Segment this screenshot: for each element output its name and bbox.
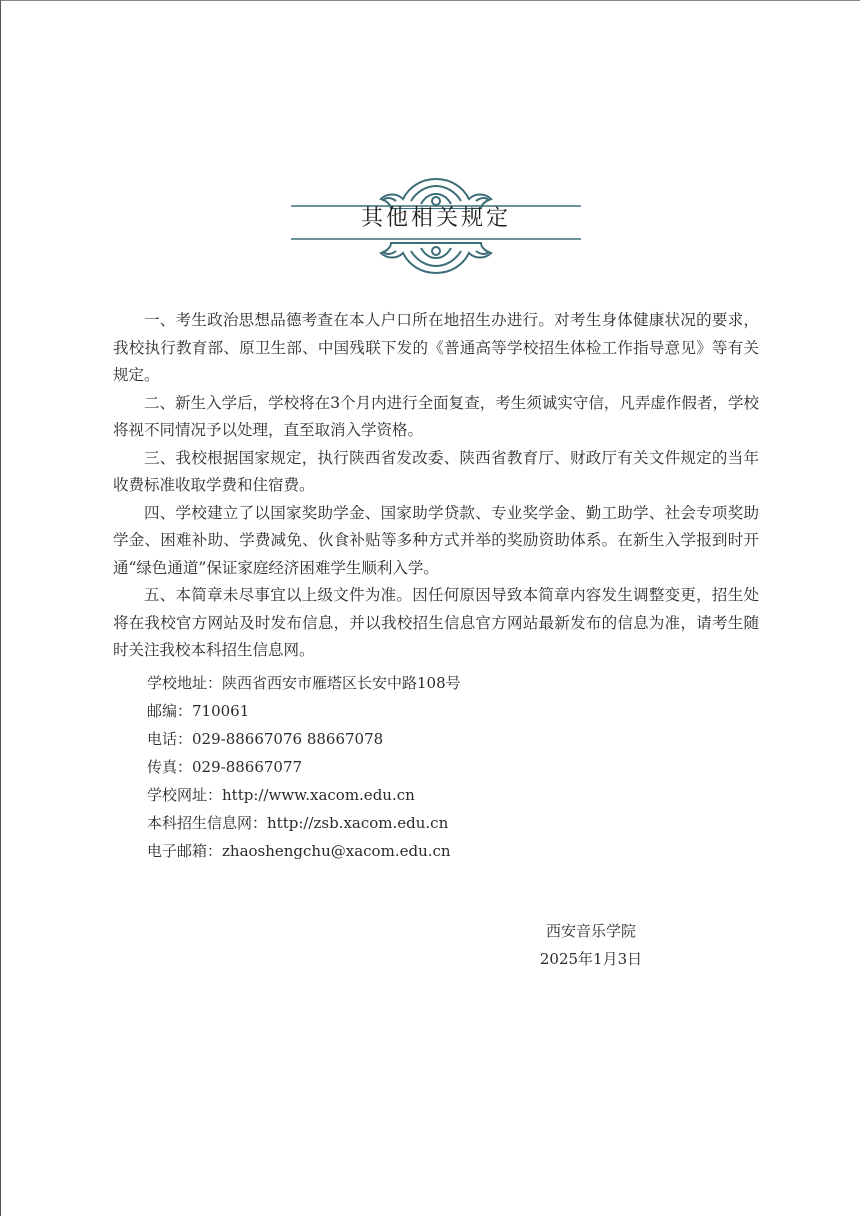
- signature-organization: 西安音乐学院: [545, 922, 636, 940]
- paragraph-enrollment-review: 二、新生入学后，学校将在3个月内进行全面复查，考生须诚实守信，凡弄虚作假者，学校将视不同情况予以处理，直至取消入学资格。: [113, 393, 759, 439]
- paragraph-financial-aid: 四、学校建立了以国家奖助学金、国家助学贷款、专业奖学金、勤工助学、社会专项奖助学金、困难补助、学费减免、伙食补贴等多种方式并举的奖励资助体系。在新生入学报到时开通“绿色通道”保证家庭经济困难学生顺利入学。: [113, 503, 759, 577]
- contact-email: 电子邮箱：zhaoshengchu@xacom.edu.cn: [147, 842, 451, 860]
- paragraph-tuition-fees: 三、我校根据国家规定，执行陕西省发改委、陕西省教育厅、财政厅有关文件规定的当年收费标准收取学费和住宿费。: [113, 448, 759, 494]
- contact-website: 学校网址：http://www.xacom.edu.cn: [147, 786, 415, 804]
- contact-admissions-site: 本科招生信息网：http://zsb.xacom.edu.cn: [147, 814, 449, 832]
- contact-address: 学校地址：陕西省西安市雁塔区长安中路108号: [147, 674, 461, 692]
- contact-fax: 传真：029-88667077: [147, 758, 303, 776]
- paragraph-final-provisions: 五、本简章未尽事宜以上级文件为准。因任何原因导致本简章内容发生调整变更，招生处将在我校官方网站及时发布信息，并以我校招生信息官方网站最新发布的信息为准，请考生随时关注我校本科招生信息网。: [113, 586, 759, 659]
- paragraph-political-review: 一、考生政治思想品德考查在本人户口所在地招生办进行。对考生身体健康状况的要求，我校执行教育部、原卫生部、中国残联下发的《普通高等学校招生体检工作指导意见》等有关规定。: [113, 311, 759, 384]
- contact-phone: 电话：029-88667076 88667078: [147, 730, 384, 748]
- contact-info: [147, 669, 767, 865]
- regulations-body: [113, 307, 759, 665]
- page-title: 其他相关规定: [360, 206, 511, 231]
- signature-block: [521, 917, 661, 973]
- contact-postcode: 邮编：710061: [147, 702, 250, 720]
- signature-date: 2025年1月3日: [539, 950, 643, 968]
